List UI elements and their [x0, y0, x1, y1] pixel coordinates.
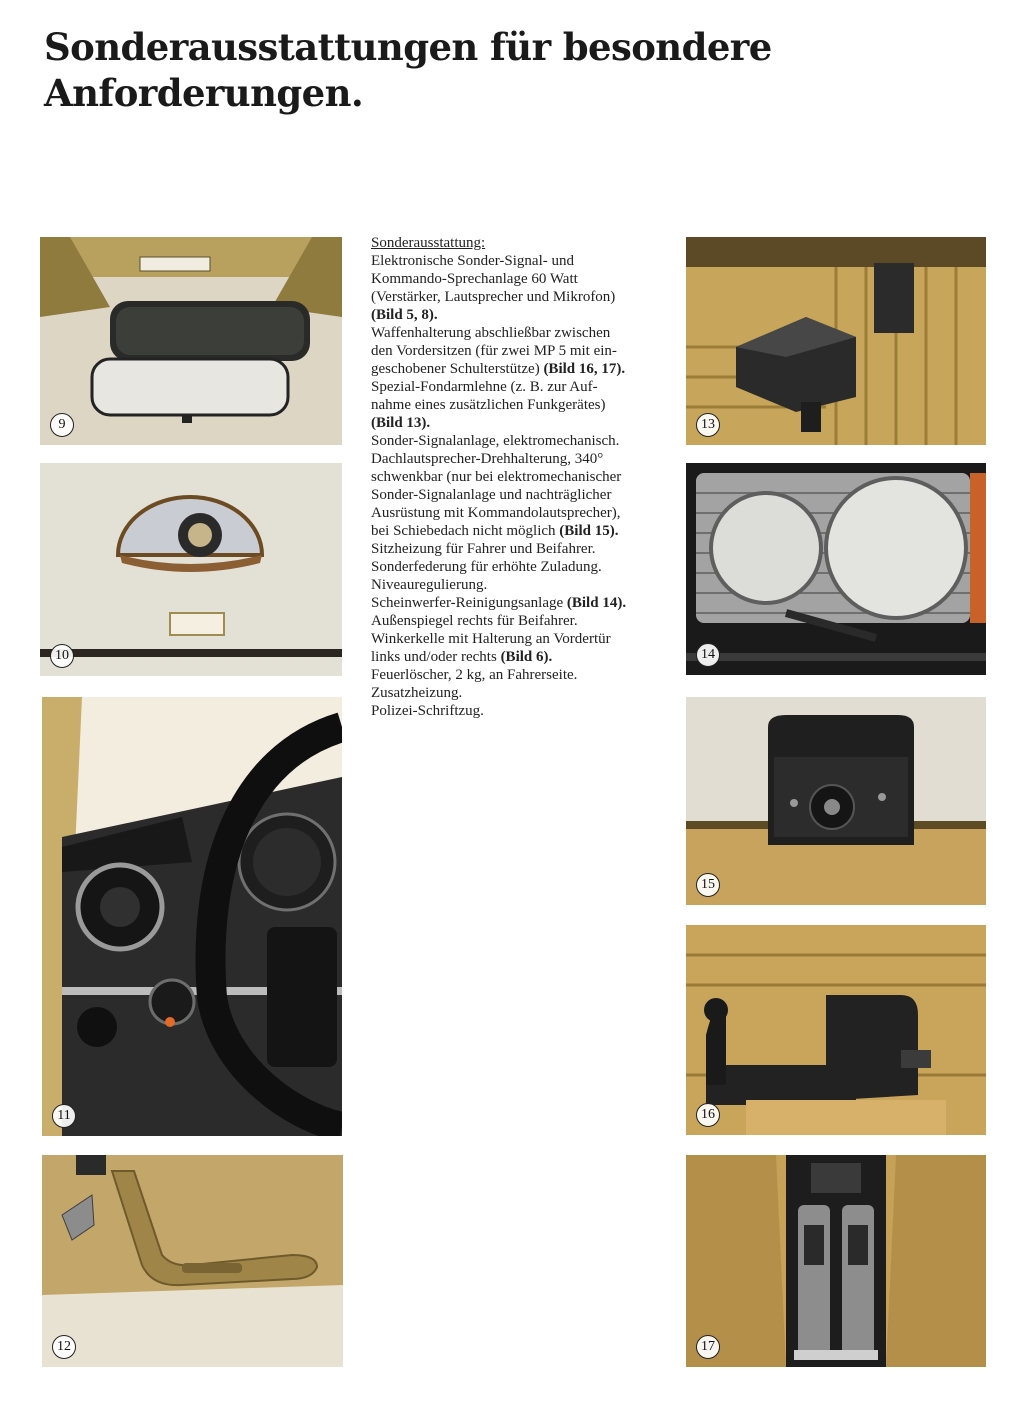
weapon-holder-illustration — [686, 925, 986, 1135]
equipment-line-text: Sonder-Signalanlage, elektromechanisch. — [371, 433, 620, 449]
photo-number-14: 14 — [696, 643, 720, 667]
equipment-line — [371, 666, 681, 684]
photo-number-13: 13 — [696, 413, 720, 437]
rotary-mount-illustration — [686, 697, 986, 905]
equipment-line-text: Winkerkelle mit Halterung an Vordertür — [371, 631, 611, 647]
equipment-line-text: geschobener Schulterstütze) — [371, 361, 544, 377]
equipment-line-text: Niveauregulierung. — [371, 577, 488, 593]
page-title-line-2: Anforderungen. — [44, 71, 364, 115]
equipment-line — [371, 396, 681, 414]
equipment-line-text: links und/oder rechts — [371, 649, 501, 665]
equipment-list-heading: Sonderausstattung: — [371, 235, 486, 251]
mirror-illustration — [40, 237, 342, 445]
equipment-line — [371, 702, 681, 720]
equipment-line — [371, 306, 681, 324]
equipment-line-text: Feuerlöscher, 2 kg, an Fahrerseite. — [371, 667, 578, 683]
photo-16-weapon-holder — [686, 925, 986, 1135]
figure-reference: (Bild 15). — [559, 523, 619, 539]
equipment-line-text: Scheinwerfer-Reinigungsanlage — [371, 595, 567, 611]
photo-15-speaker-rotary-mount — [686, 697, 986, 905]
equipment-line — [371, 432, 681, 450]
mp5-console-illustration — [686, 1155, 986, 1367]
figure-reference: (Bild 13). — [371, 415, 431, 431]
photo-number-16: 16 — [696, 1103, 720, 1127]
equipment-line-text: Kommando-Sprechanlage 60 Watt — [371, 271, 578, 287]
equipment-line — [371, 540, 681, 558]
equipment-line-text: Dachlautsprecher-Drehhalterung, 340° — [371, 451, 604, 467]
equipment-lines — [371, 252, 681, 720]
equipment-list — [371, 234, 681, 720]
equipment-line — [371, 468, 681, 486]
photo-number-11: 11 — [52, 1104, 76, 1128]
photo-number-12: 12 — [52, 1335, 76, 1359]
equipment-line-text: Sitzheizung für Fahrer und Beifahrer. — [371, 541, 596, 557]
headlamp-illustration — [686, 463, 986, 675]
equipment-line — [371, 252, 681, 270]
equipment-line-text: (Verstärker, Lautsprecher und Mikrofon) — [371, 289, 616, 305]
equipment-line — [371, 270, 681, 288]
equipment-line — [371, 504, 681, 522]
equipment-line-text: Waffenhalterung abschließbar zwischen — [371, 325, 611, 341]
equipment-line — [371, 414, 681, 432]
figure-reference: (Bild 14). — [566, 595, 627, 611]
photo-10-roof-speaker-mount — [40, 463, 342, 676]
page-title — [44, 24, 772, 116]
equipment-line-text: nahme eines zusätzlichen Funkgerätes) — [371, 397, 606, 413]
armrest-illustration — [686, 237, 986, 445]
equipment-line-text: Elektronische Sonder-Signal- und — [371, 253, 574, 269]
equipment-line — [371, 684, 681, 702]
figure-reference: (Bild 6). — [500, 649, 553, 665]
equipment-line-text: Zusatzheizung. — [371, 685, 463, 701]
equipment-line — [371, 648, 681, 666]
door-handle-illustration — [42, 1155, 343, 1367]
photo-number-15: 15 — [696, 873, 720, 897]
photo-9-rearview-mirror — [40, 237, 342, 445]
equipment-line-text: Spezial-Fondarmlehne (z. B. zur Auf- — [371, 379, 598, 395]
photo-number-9: 9 — [50, 413, 74, 437]
photo-number-10: 10 — [50, 644, 74, 668]
equipment-line — [371, 576, 681, 594]
equipment-line-text: schwenkbar (nur bei elektromechanischer — [371, 469, 622, 485]
dashboard-illustration — [42, 697, 342, 1136]
equipment-line-text: bei Schiebedach nicht möglich — [371, 523, 560, 539]
equipment-line-text: Ausrüstung mit Kommandolautsprecher), — [371, 505, 621, 521]
photo-17-mp5-console — [686, 1155, 986, 1367]
photo-14-headlamp-washer — [686, 463, 986, 675]
photo-13-rear-armrest — [686, 237, 986, 445]
equipment-line-text: Sonder-Signalanlage und nachträglicher — [371, 487, 612, 503]
equipment-line-text: Sonderfederung für erhöhte Zuladung. — [371, 559, 602, 575]
equipment-line — [371, 612, 681, 630]
equipment-line — [371, 558, 681, 576]
equipment-line — [371, 630, 681, 648]
equipment-line — [371, 360, 681, 378]
equipment-line — [371, 522, 681, 540]
photo-11-dashboard — [42, 697, 342, 1136]
equipment-line — [371, 378, 681, 396]
equipment-line — [371, 594, 681, 612]
equipment-line — [371, 486, 681, 504]
equipment-line — [371, 324, 681, 342]
figure-reference: (Bild 5, 8). — [371, 307, 438, 323]
page-title-line-1: Sonderausstattungen für besondere — [44, 25, 772, 69]
equipment-line-text: den Vordersitzen (für zwei MP 5 mit ein- — [371, 343, 617, 359]
equipment-line — [371, 450, 681, 468]
equipment-line-text: Polizei-Schriftzug. — [371, 703, 484, 719]
equipment-line-text: Außenspiegel rechts für Beifahrer. — [371, 613, 578, 629]
figure-reference: (Bild 16, 17). — [543, 361, 626, 377]
photo-12-door-handle — [42, 1155, 343, 1367]
equipment-line — [371, 288, 681, 306]
roof-mount-illustration — [40, 463, 342, 676]
equipment-line — [371, 342, 681, 360]
photo-number-17: 17 — [696, 1335, 720, 1359]
